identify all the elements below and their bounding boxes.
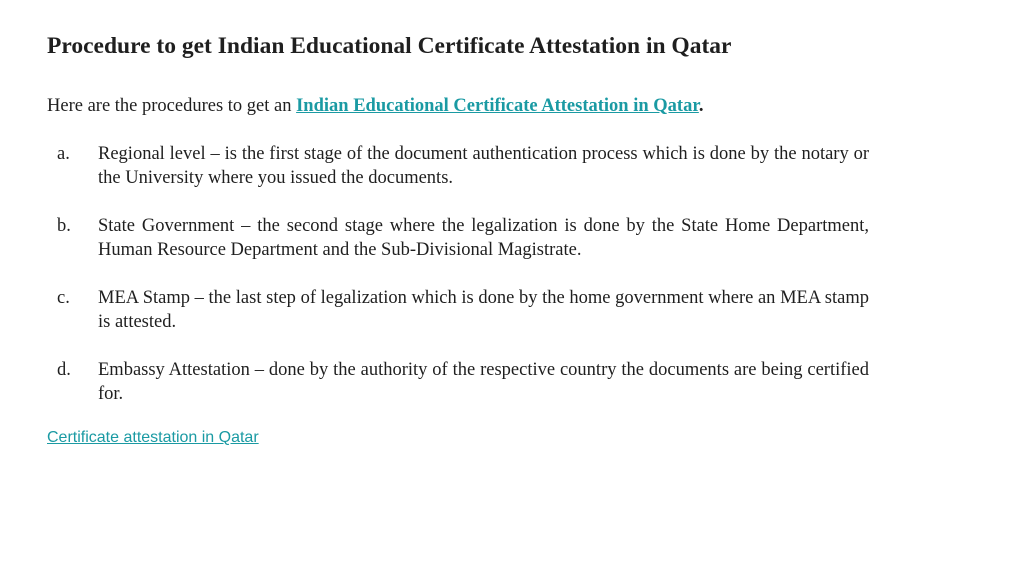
intro-suffix: . — [698, 96, 704, 116]
step-marker: c. — [57, 288, 70, 308]
step-marker: d. — [57, 360, 71, 380]
procedure-step-a — [47, 142, 869, 190]
step-marker: b. — [57, 216, 71, 236]
intro-attestation-link[interactable]: Indian Educational Certificate Attestation in Qatar — [296, 96, 699, 116]
procedure-step-d — [47, 358, 869, 406]
intro-paragraph — [47, 94, 703, 118]
step-marker: a. — [57, 144, 70, 164]
intro-prefix: Here are the procedures to get an — [47, 96, 297, 116]
step-text: State Government – the second stage where the legalization is done by the State Home Department, Human Resource Department and the Sub-Divisional Magistrate. — [98, 216, 869, 260]
procedure-step-c — [47, 286, 869, 334]
step-text: MEA Stamp – the last step of legalization which is done by the home government where an MEA stamp is attested. — [98, 288, 869, 332]
step-text: Embassy Attestation – done by the authority of the respective country the documents are being certified for. — [98, 360, 869, 404]
page-title: Procedure to get Indian Educational Certificate Attestation in Qatar — [47, 33, 732, 59]
procedure-list — [47, 142, 869, 430]
footer-attestation-link[interactable]: Certificate attestation in Qatar — [47, 429, 259, 446]
procedure-step-b — [47, 214, 869, 262]
step-text: Regional level – is the first stage of the document authentication process which is done by the notary or the University where you issued the documents. — [98, 144, 869, 188]
